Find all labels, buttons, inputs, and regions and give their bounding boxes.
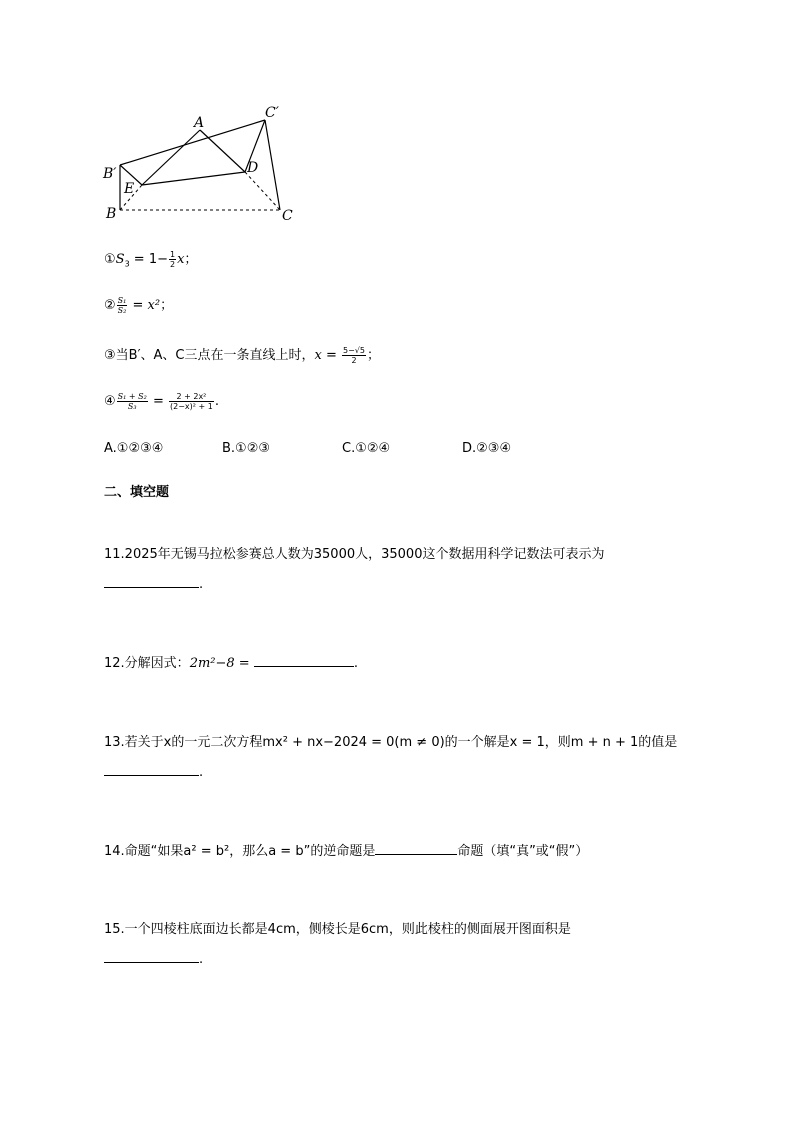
label-C: C bbox=[282, 208, 293, 224]
answer-blank[interactable] bbox=[104, 763, 199, 776]
answer-blank[interactable] bbox=[375, 842, 457, 855]
statement-marker: ③ bbox=[104, 348, 116, 363]
statement-3: ③当B′、A、C三点在一条直线上时，x = $\frac{5-√5}{2}$ ； bbox=[104, 346, 381, 365]
label-A: A bbox=[194, 115, 205, 131]
answer-blank[interactable] bbox=[104, 950, 199, 963]
answer-blank[interactable] bbox=[104, 575, 199, 588]
label-D: D bbox=[247, 160, 259, 176]
label-C-prime: C′ bbox=[265, 105, 279, 121]
choice-b[interactable]: B.①②③ bbox=[222, 441, 271, 456]
label-B-prime: B′ bbox=[103, 166, 117, 182]
answer-blank[interactable] bbox=[254, 654, 354, 667]
fraction: $\frac{\text{S₁}}{\text{S₂}}$ bbox=[117, 296, 127, 315]
statement-marker: ④ bbox=[104, 394, 116, 409]
statement-4: ④ $\frac{\text{S₁ + S₂}}{\text{S₃}}$ = $\frac{\text{2 + 2x²}}{\text{(2−x)² + 1}}$ . bbox=[104, 392, 219, 411]
question-11-answer-line: . bbox=[104, 575, 203, 592]
fraction: $\frac{1}{2}$ bbox=[169, 250, 176, 269]
choice-a[interactable]: A.①②③④ bbox=[104, 441, 164, 456]
question-12: 12.分解因式：2m²−8 = . bbox=[104, 656, 358, 671]
fraction: $\frac{\text{2 + 2x²}}{\text{(2−x)² + 1}}$ bbox=[170, 392, 213, 411]
question-13: 13.若关于x的一元二次方程mx² + nx−2024 = 0(m ≠ 0)的一个解是x = 1，则m + n + 1的值是 bbox=[104, 735, 678, 750]
statement-marker: ② bbox=[104, 298, 116, 313]
question-14: 14.命题“如果a² = b²，那么a = b”的逆命题是 命题（填“真”或“假”） bbox=[104, 844, 589, 859]
statement-1: $①S_3 = 1-$ $\frac{1}{2}$ x； bbox=[104, 250, 198, 269]
label-B: B bbox=[106, 206, 117, 222]
geometry-figure bbox=[95, 100, 310, 230]
question-11: 11.2025年无锡马拉松参赛总人数为35000人，35000这个数据用科学记数法可表示为 bbox=[104, 547, 605, 562]
question-15-answer-line: . bbox=[104, 950, 203, 967]
fraction: $\frac{5-√5}{2}$ bbox=[343, 346, 365, 365]
question-15: 15.一个四棱柱底面边长都是4cm，侧棱长是6cm，则此棱柱的侧面展开图面积是 bbox=[104, 922, 571, 937]
label-E: E bbox=[124, 181, 135, 197]
choice-d[interactable]: D.②③④ bbox=[462, 441, 512, 456]
choice-c[interactable]: C.①②④ bbox=[342, 441, 391, 456]
question-13-answer-line: . bbox=[104, 763, 203, 780]
section-title: 二、填空题 bbox=[104, 485, 170, 500]
fraction: $\frac{\text{S₁ + S₂}}{\text{S₃}}$ bbox=[117, 392, 147, 411]
statement-marker: ① bbox=[104, 252, 116, 267]
statement-2: ② $\frac{\text{S₁}}{\text{S₂}}$ = x²； bbox=[104, 296, 174, 315]
